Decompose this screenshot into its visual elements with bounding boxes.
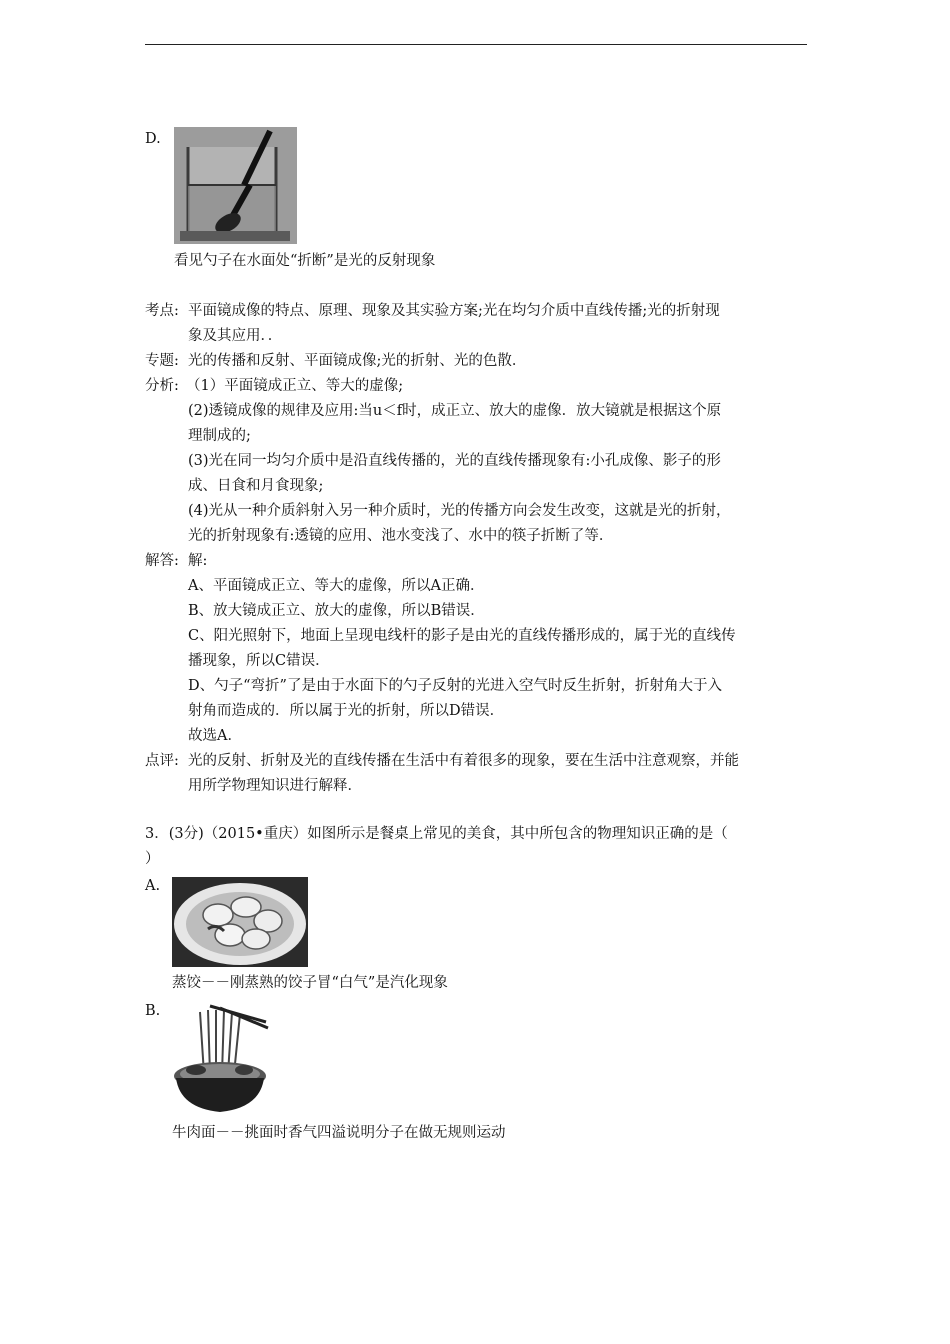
option-b-caption: 牛肉面－－挑面时香气四溢说明分子在做无规则运动 bbox=[172, 1125, 506, 1141]
zhuanti-label: 专题: bbox=[145, 353, 179, 369]
jieda-line-2: B、放大镜成正立、放大的虚像，所以B错误． bbox=[188, 603, 485, 619]
option-a-letter: A. bbox=[145, 878, 161, 894]
kaodian-line-2: 象及其应用．． bbox=[188, 328, 283, 344]
dianping-line-2: 用所学物理知识进行解释． bbox=[188, 778, 362, 794]
dianping-label: 点评: bbox=[145, 753, 179, 769]
fenxi-line-3: 理制成的; bbox=[188, 428, 251, 444]
jieda-line-7: 故选A． bbox=[188, 728, 242, 744]
kaodian-line-1: 平面镜成像的特点、原理、现象及其实验方案;光在均匀介质中直线传播;光的折射现 bbox=[188, 303, 720, 319]
option-d-caption: 看见勺子在水面处“折断”是光的反射现象 bbox=[174, 253, 436, 269]
jieda-line-0: 解: bbox=[188, 553, 208, 569]
option-d-letter: D. bbox=[145, 131, 161, 147]
option-a-caption: 蒸饺－－刚蒸熟的饺子冒“白气”是汽化现象 bbox=[172, 975, 448, 991]
option-b-letter: B. bbox=[145, 1003, 161, 1019]
dumpling-photo bbox=[172, 877, 308, 967]
fenxi-line-1: （1）平面镜成正立、等大的虚像; bbox=[186, 378, 404, 394]
fenxi-line-7: 光的折射现象有:透镜的应用、池水变浅了、水中的筷子折断了等． bbox=[188, 528, 614, 544]
jieda-line-6: 射角而造成的．所以属于光的折射，所以D错误． bbox=[188, 703, 505, 719]
jieda-label: 解答: bbox=[145, 553, 179, 569]
fenxi-line-2: (2)透镜成像的规律及应用:当u＜f时，成正立、放大的虚像．放大镜就是根据这个原 bbox=[188, 403, 722, 419]
zhuanti-text: 光的传播和反射、平面镜成像;光的折射、光的色散． bbox=[188, 353, 527, 369]
spoon-in-water-photo bbox=[174, 127, 297, 244]
jieda-line-1: A、平面镜成正立、等大的虚像，所以A正确． bbox=[188, 578, 485, 594]
jieda-line-4: 播现象，所以C错误． bbox=[188, 653, 330, 669]
kaodian-label: 考点: bbox=[145, 303, 179, 319]
fenxi-line-6: (4)光从一种介质斜射入另一种介质时，光的传播方向会发生改变，这就是光的折射， bbox=[188, 503, 731, 519]
header-rule bbox=[145, 44, 807, 45]
q3-stem-line-2: ） bbox=[145, 851, 160, 867]
jieda-line-3: C、阳光照射下，地面上呈现电线杆的影子是由光的直线传播形成的，属于光的直线传 bbox=[188, 628, 736, 644]
fenxi-line-5: 成、日食和月食现象; bbox=[188, 478, 324, 494]
beef-noodle-photo bbox=[170, 1004, 270, 1117]
fenxi-line-4: (3)光在同一均匀介质中是沿直线传播的，光的直线传播现象有:小孔成像、影子的形 bbox=[188, 453, 721, 469]
jieda-line-5: D、勺子“弯折”了是由于水面下的勺子反射的光进入空气时反生折射，折射角大于入 bbox=[188, 678, 722, 694]
dianping-line-1: 光的反射、折射及光的直线传播在生活中有着很多的现象，要在生活中注意观察，并能 bbox=[188, 753, 739, 769]
fenxi-label: 分析: bbox=[145, 378, 179, 394]
q3-stem-line-1: 3．(3分)（2015•重庆）如图所示是餐桌上常见的美食，其中所包含的物理知识正确的是（ bbox=[145, 826, 728, 842]
